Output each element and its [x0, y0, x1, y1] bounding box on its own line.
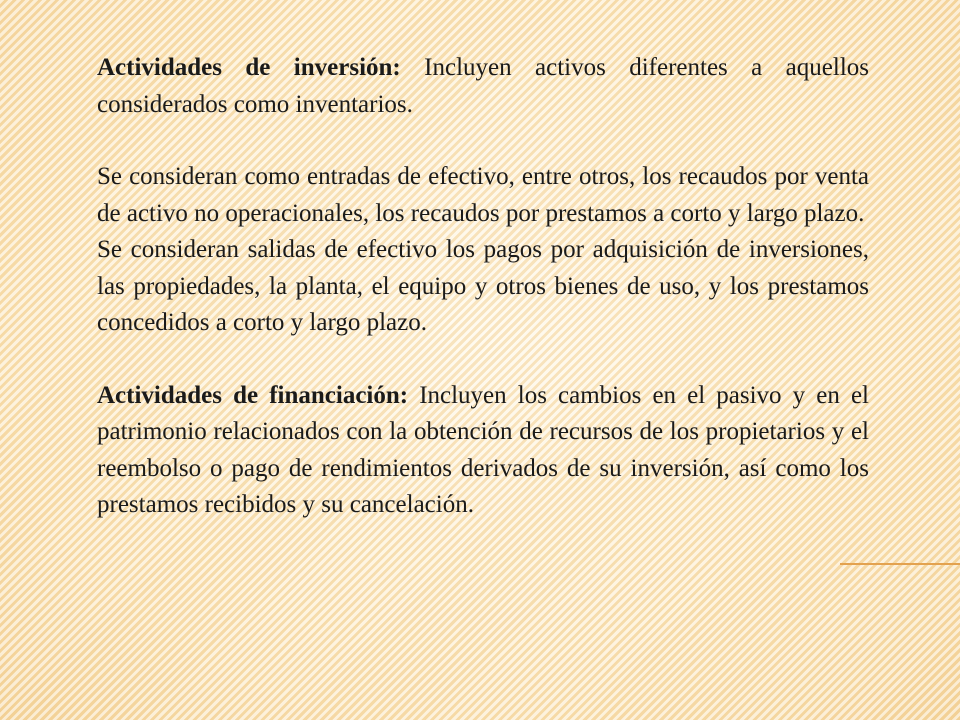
paragraph-spacer [97, 123, 869, 159]
investing-activities-term: Actividades de inversión: [97, 54, 401, 81]
paragraph-investing-activities [97, 50, 869, 123]
slide-body [97, 50, 869, 524]
paragraph-spacer [97, 342, 869, 378]
accent-line [840, 563, 960, 565]
paragraph-cash-outflows: Se consideran salidas de efectivo los pagos por adquisición de inversiones, las propiedades, la planta, el equipo y otros bienes de uso, y los prestamos concedidos a corto y largo plazo. [97, 236, 869, 336]
paragraph-financing-activities [97, 378, 869, 524]
financing-activities-text: Incluyen los cambios en el pasivo y en el patrimonio relacionados con la obtención de recursos de los propietarios y el reembolso o pago de rendimientos derivados de su inversión, así como los prestamos recibidos y su cancelación. [97, 381, 869, 518]
financing-activities-term: Actividades de financiación: [97, 381, 409, 409]
paragraph-cash-inflows: Se consideran como entradas de efectivo, entre otros, los recaudos por venta de activo no operacionales, los recaudos por prestamos a corto y largo plazo. [97, 163, 869, 227]
investing-activities-text: Incluyen activos diferentes a aquellos considerados como inventarios. [97, 54, 869, 118]
